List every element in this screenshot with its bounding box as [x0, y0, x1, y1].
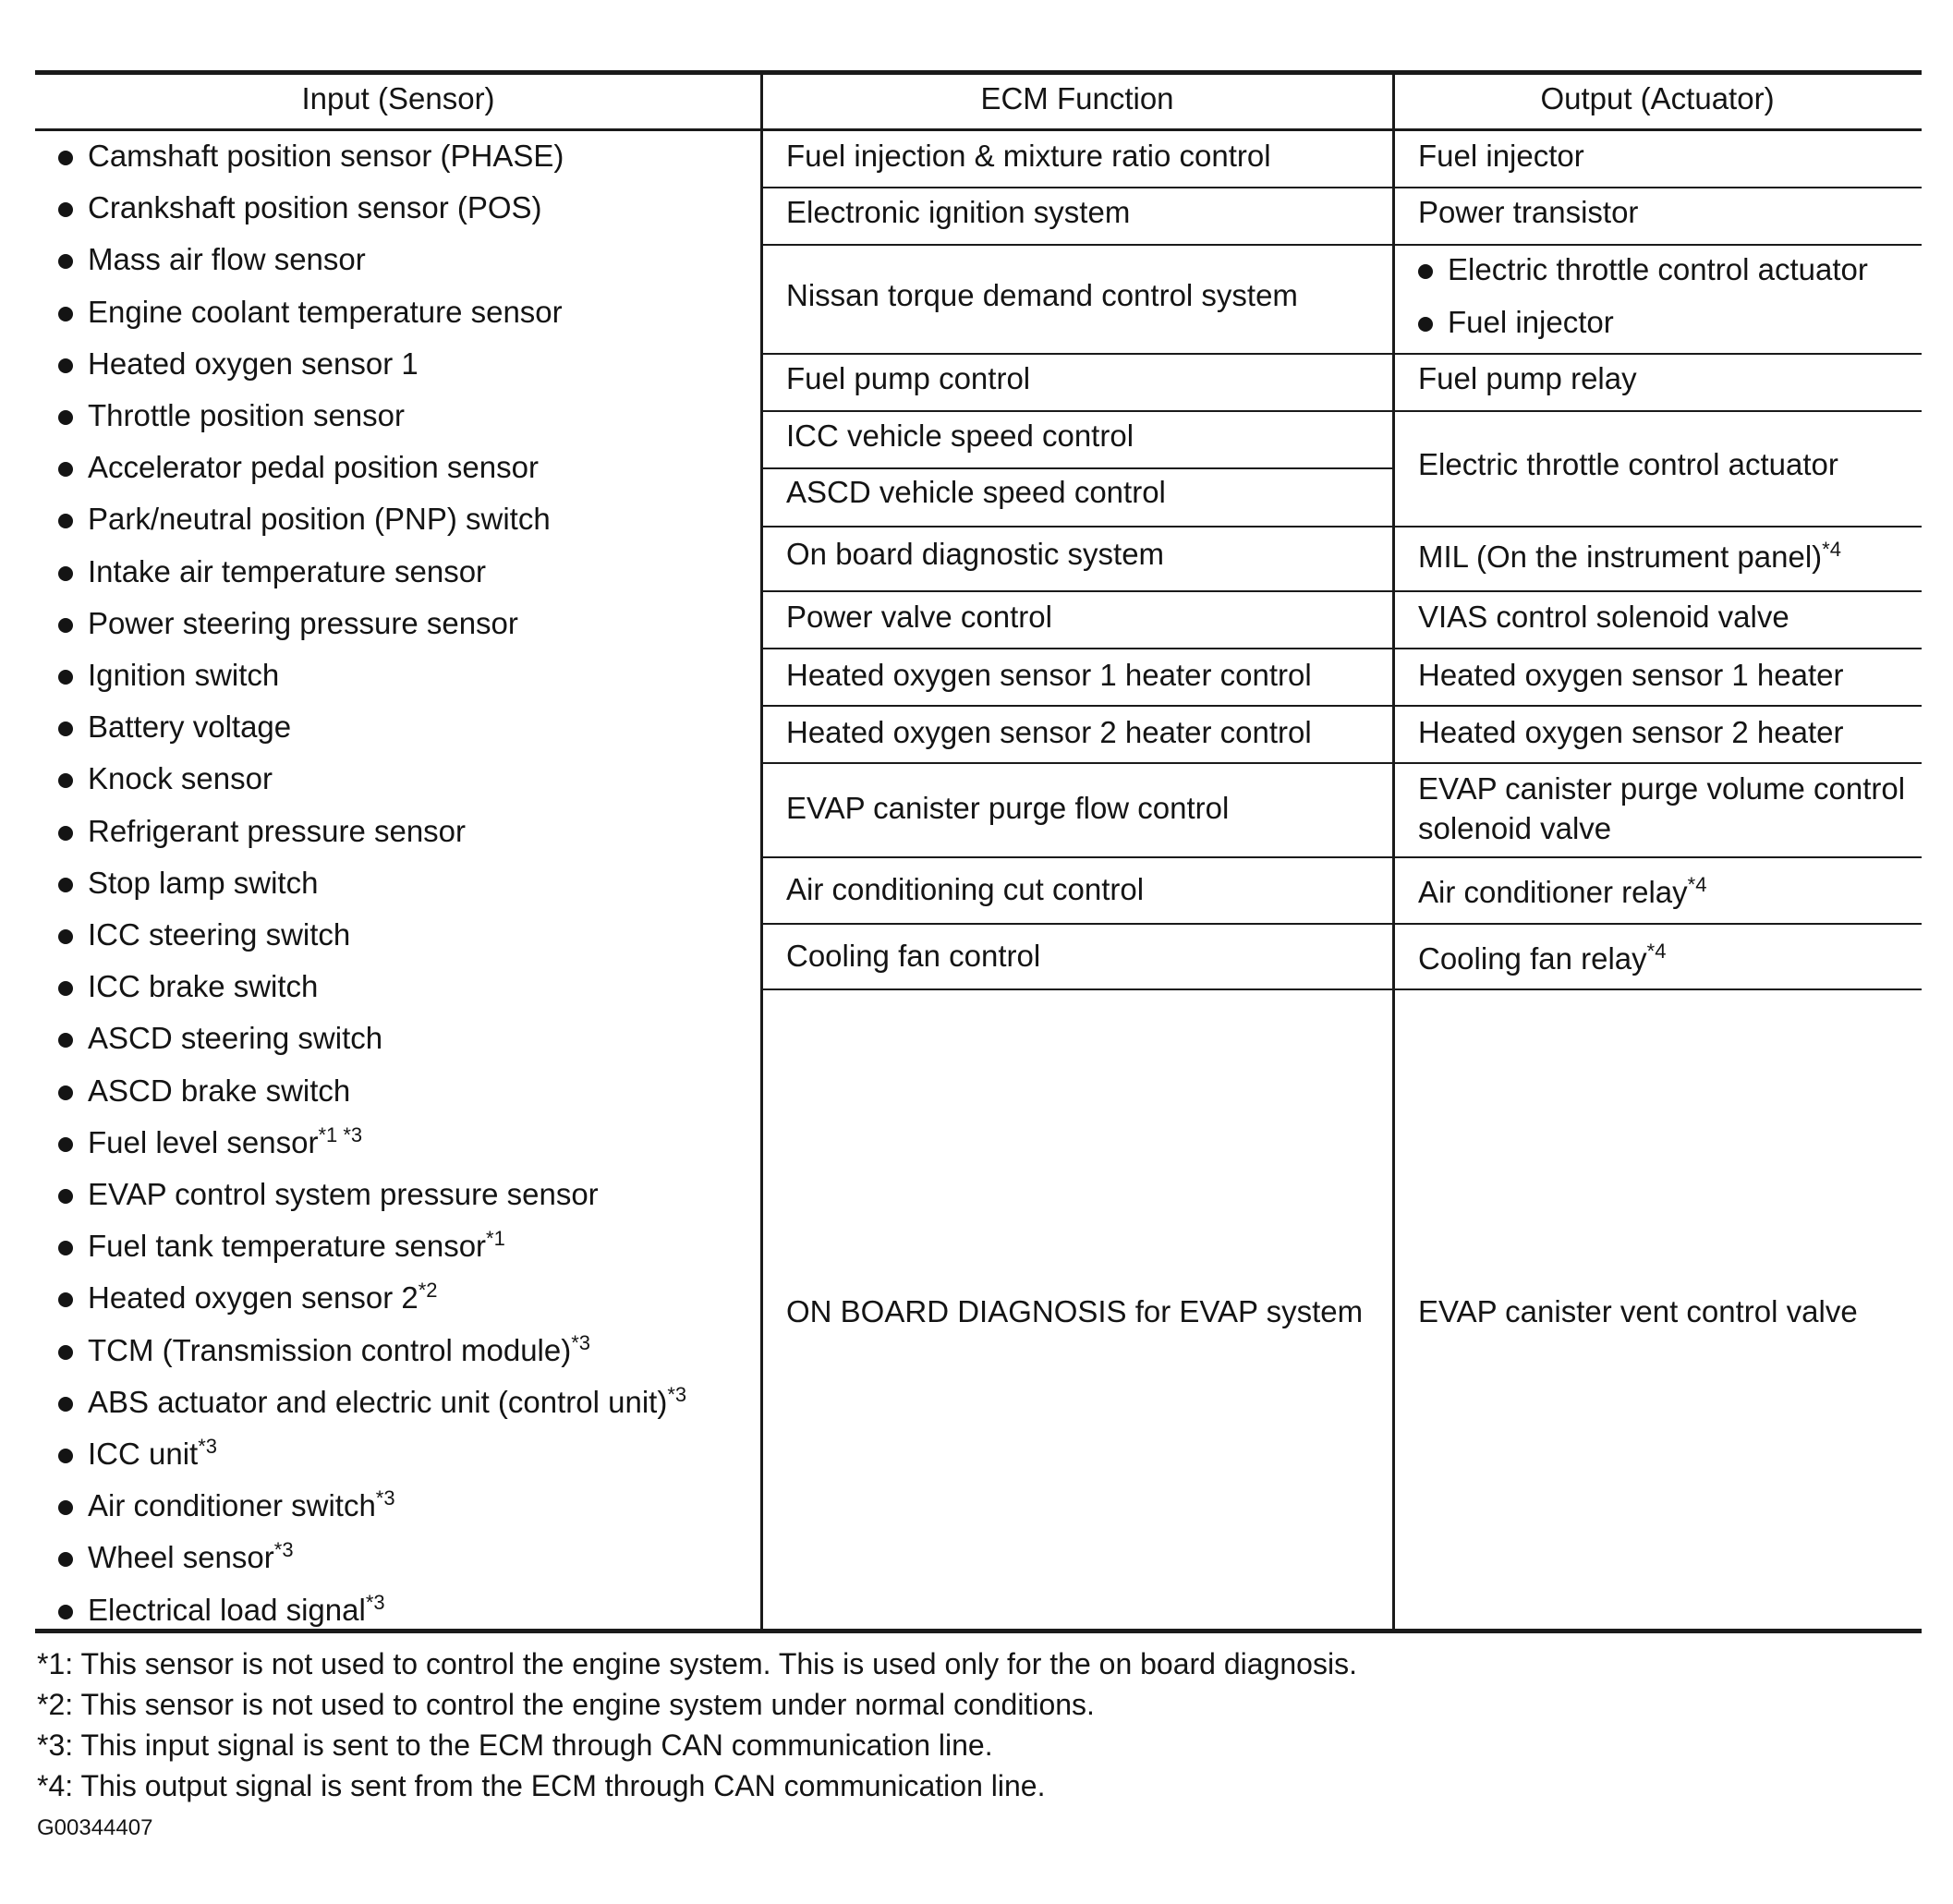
footnote-ref: *3	[198, 1435, 218, 1458]
input-item	[88, 449, 539, 486]
function-cell-text: Heated oxygen sensor 1 heater control	[786, 658, 1312, 692]
input-item	[88, 1124, 362, 1161]
function-row-rule	[761, 923, 1393, 926]
output-cell-text: EVAP canister vent control valve	[1418, 1294, 1858, 1328]
input-item-text: Wheel sensor	[88, 1540, 274, 1575]
input-item-text: ASCD brake switch	[88, 1073, 351, 1108]
output-cell	[1418, 194, 1638, 231]
output-cell	[1418, 446, 1838, 483]
input-item	[88, 760, 273, 797]
bullet-icon	[58, 773, 73, 788]
output-cell-text: Heated oxygen sensor 1 heater	[1418, 658, 1844, 692]
output-row-rule	[1393, 590, 1922, 593]
bullet-icon	[58, 410, 73, 425]
function-cell-text: Power valve control	[786, 600, 1052, 634]
input-item-text: Ignition switch	[88, 658, 280, 692]
function-cell-text: Electronic ignition system	[786, 195, 1131, 229]
output-cell	[1418, 360, 1637, 397]
function-cell-text: Cooling fan control	[786, 939, 1041, 973]
input-item	[88, 241, 366, 278]
output-item-text: Electric throttle control actuator	[1448, 252, 1868, 286]
output-row-rule	[1393, 762, 1922, 765]
function-cell	[786, 871, 1144, 908]
bullet-icon	[58, 1500, 73, 1515]
footnote-ref: *3	[571, 1330, 591, 1354]
output-cell	[1418, 138, 1584, 175]
column-header-1-text: Input (Sensor)	[301, 81, 495, 115]
figure-id: G00344407	[37, 1815, 153, 1840]
input-item-text: Electrical load signal	[88, 1592, 366, 1627]
function-cell-text: On board diagnostic system	[786, 537, 1165, 571]
input-item	[88, 1176, 599, 1213]
input-item	[88, 709, 291, 746]
output-cell-text: VIAS control solenoid valve	[1418, 600, 1789, 634]
input-item-text: Crankshaft position sensor (POS)	[88, 190, 542, 225]
input-item-text: Park/neutral position (PNP) switch	[88, 502, 551, 537]
bullet-icon	[58, 618, 73, 633]
bullet-icon	[58, 1552, 73, 1567]
input-item	[88, 294, 563, 331]
input-item-text: TCM (Transmission control module)	[88, 1332, 572, 1367]
output-row-rule	[1393, 244, 1922, 247]
input-item-text: Heated oxygen sensor 1	[88, 346, 418, 381]
output-cell-text: Power transistor	[1418, 195, 1639, 229]
input-item	[88, 1279, 438, 1316]
header-bottom-rule	[35, 128, 1922, 131]
footnote-ref: *4	[1646, 940, 1667, 963]
output-cell	[1418, 539, 1841, 576]
function-row-rule	[761, 467, 1393, 470]
bullet-icon	[58, 462, 73, 477]
function-cell-text: EVAP canister purge flow control	[786, 791, 1230, 825]
function-cell	[786, 418, 1134, 455]
input-item	[88, 605, 518, 642]
footnote-ref: *3	[273, 1538, 294, 1562]
function-cell	[786, 138, 1271, 175]
function-row-rule	[761, 856, 1393, 859]
output-cell	[1418, 599, 1789, 636]
input-item	[88, 813, 466, 850]
footnote-ref: *3	[375, 1486, 395, 1510]
input-item-text: Fuel tank temperature sensor	[88, 1229, 487, 1264]
input-item	[88, 1487, 395, 1524]
function-cell	[786, 790, 1229, 827]
function-row-rule	[761, 526, 1393, 528]
column-header-2	[980, 80, 1173, 117]
input-item-text: Heated oxygen sensor 2	[88, 1280, 418, 1316]
function-cell	[786, 277, 1298, 314]
input-item-text: Stop lamp switch	[88, 865, 319, 900]
column-header-3	[1540, 80, 1774, 117]
output-row-rule	[1393, 923, 1922, 926]
input-item-text: Air conditioner switch	[88, 1488, 376, 1523]
footnote-ref: *1	[486, 1227, 505, 1251]
bullet-icon	[58, 1189, 73, 1204]
input-item-text: Fuel level sensor	[88, 1124, 319, 1159]
function-row-rule	[761, 353, 1393, 356]
output-cell-text: EVAP canister purge volume control	[1418, 771, 1906, 806]
input-item	[88, 346, 418, 382]
output-cell-text: Air conditioner relay	[1418, 875, 1688, 909]
input-item-text: Battery voltage	[88, 709, 292, 745]
bullet-icon	[58, 929, 73, 944]
input-item	[88, 1436, 217, 1473]
function-cell-text: ICC vehicle speed control	[786, 418, 1134, 453]
output-cell-text: Heated oxygen sensor 2 heater	[1418, 715, 1844, 749]
input-item	[88, 189, 542, 226]
bullet-icon	[58, 878, 73, 892]
function-cell-text: Fuel injection & mixture ratio control	[786, 139, 1271, 173]
column-header-2-text: ECM Function	[980, 81, 1174, 115]
function-cell	[786, 1293, 1363, 1330]
function-cell	[786, 714, 1312, 751]
function-row-rule	[761, 762, 1393, 765]
function-row-rule	[761, 410, 1393, 413]
output-cell	[1418, 714, 1843, 751]
input-item	[88, 1384, 686, 1421]
output-cell-text: Fuel injector	[1418, 139, 1584, 173]
input-item	[88, 1228, 505, 1265]
function-cell	[786, 599, 1052, 636]
bullet-icon	[58, 670, 73, 685]
bullet-icon	[58, 1397, 73, 1412]
footnote-4: *4: This output signal is sent from the ECM through CAN communication line.	[37, 1769, 1046, 1802]
input-item	[88, 1020, 382, 1057]
output-cell-text: Electric throttle control actuator	[1418, 447, 1838, 481]
footnote-3: *3: This input signal is sent to the ECM through CAN communication line.	[37, 1728, 993, 1762]
footnote-2: *2: This sensor is not used to control the engine system under normal conditions.	[37, 1688, 1095, 1721]
input-item	[88, 397, 405, 434]
function-cell	[786, 474, 1166, 511]
bullet-icon	[58, 722, 73, 736]
function-row-rule	[761, 988, 1393, 991]
input-item	[88, 916, 350, 953]
table-bottom-rule	[35, 1629, 1922, 1633]
input-item	[88, 553, 486, 590]
function-row-rule	[761, 648, 1393, 650]
function-row-rule	[761, 244, 1393, 247]
function-cell-text: Air conditioning cut control	[786, 872, 1145, 906]
function-row-rule	[761, 187, 1393, 189]
bullet-icon	[58, 981, 73, 996]
table-top-rule	[35, 70, 1922, 75]
output-row-rule	[1393, 353, 1922, 356]
output-row-rule	[1393, 705, 1922, 708]
bullet-icon	[1418, 264, 1433, 279]
bullet-icon	[58, 566, 73, 581]
bullet-icon	[1418, 317, 1433, 332]
bullet-icon	[58, 1137, 73, 1152]
output-row-rule	[1393, 410, 1922, 413]
input-item-text: ICC steering switch	[88, 917, 351, 952]
input-item-text: Engine coolant temperature sensor	[88, 294, 563, 329]
function-cell	[786, 360, 1030, 397]
function-cell-text: Fuel pump control	[786, 361, 1031, 395]
input-item	[88, 657, 279, 694]
output-row-rule	[1393, 648, 1922, 650]
bullet-icon	[58, 151, 73, 165]
output-cell	[1418, 810, 1611, 847]
output-row-rule	[1393, 856, 1922, 859]
column-header-1	[301, 80, 494, 117]
function-cell-text: Nissan torque demand control system	[786, 278, 1298, 312]
bullet-icon	[58, 1241, 73, 1255]
function-cell-text: ASCD vehicle speed control	[786, 475, 1166, 509]
function-cell	[786, 536, 1164, 573]
bullet-icon	[58, 514, 73, 528]
column-divider-2	[1392, 72, 1395, 1631]
bullet-icon	[58, 307, 73, 321]
function-cell-text: Heated oxygen sensor 2 heater control	[786, 715, 1312, 749]
bullet-icon	[58, 358, 73, 373]
footnote-ref: *3	[365, 1590, 385, 1614]
column-divider-1	[760, 72, 763, 1631]
bullet-icon	[58, 254, 73, 269]
bullet-icon	[58, 1292, 73, 1307]
bullet-icon	[58, 1085, 73, 1100]
bullet-icon	[58, 826, 73, 841]
input-item	[88, 1592, 385, 1629]
output-cell	[1418, 1293, 1858, 1330]
output-cell	[1418, 940, 1666, 977]
input-item	[88, 1539, 294, 1576]
output-item	[1448, 304, 1614, 341]
output-cell	[1418, 874, 1706, 911]
input-item-text: Throttle position sensor	[88, 398, 406, 432]
bullet-icon	[58, 1345, 73, 1360]
input-item-text: Intake air temperature sensor	[88, 553, 487, 588]
output-cell	[1418, 657, 1843, 694]
bullet-icon	[58, 1605, 73, 1619]
output-row-rule	[1393, 988, 1922, 991]
output-item-text: Fuel injector	[1448, 305, 1614, 339]
footnote-ref: *3	[667, 1382, 687, 1406]
output-cell-text: Fuel pump relay	[1418, 361, 1637, 395]
output-item	[1448, 251, 1868, 288]
input-item	[88, 1332, 590, 1369]
input-item	[88, 138, 564, 175]
input-item-text: Accelerator pedal position sensor	[88, 450, 539, 485]
bullet-icon	[58, 1449, 73, 1463]
column-header-3-text: Output (Actuator)	[1540, 81, 1775, 115]
input-item-text: ICC brake switch	[88, 969, 319, 1004]
footnote-ref: *1 *3	[318, 1122, 363, 1146]
input-item-text: Power steering pressure sensor	[88, 605, 518, 640]
function-cell	[786, 194, 1130, 231]
footnote-1: *1: This sensor is not used to control the engine system. This is used only for the on board diagnosis.	[37, 1647, 1357, 1680]
footnote-ref: *2	[418, 1279, 438, 1303]
function-row-rule	[761, 705, 1393, 708]
footnote-ref: *4	[1687, 873, 1707, 896]
function-cell	[786, 657, 1312, 694]
input-item	[88, 501, 551, 538]
output-cell-text: MIL (On the instrument panel)	[1418, 540, 1823, 574]
input-item-text: Knock sensor	[88, 761, 273, 796]
input-item	[88, 865, 318, 902]
input-item-text: Refrigerant pressure sensor	[88, 813, 467, 848]
output-cell-text: solenoid valve	[1418, 811, 1612, 845]
input-item-text: Camshaft position sensor (PHASE)	[88, 139, 564, 173]
bullet-icon	[58, 1033, 73, 1048]
input-item-text: Mass air flow sensor	[88, 242, 366, 277]
function-row-rule	[761, 590, 1393, 593]
output-row-rule	[1393, 187, 1922, 189]
function-cell-text: ON BOARD DIAGNOSIS for EVAP system	[786, 1294, 1364, 1328]
input-item-text: ICC unit	[88, 1437, 199, 1471]
input-item	[88, 968, 318, 1005]
bullet-icon	[58, 202, 73, 217]
output-cell	[1418, 770, 1905, 807]
input-item-text: ABS actuator and electric unit (control unit)	[88, 1384, 668, 1419]
footnote-ref: *4	[1822, 538, 1841, 561]
input-item-text: EVAP control system pressure sensor	[88, 1177, 599, 1211]
function-cell	[786, 938, 1040, 975]
output-cell-text: Cooling fan relay	[1418, 941, 1647, 976]
input-item-text: ASCD steering switch	[88, 1021, 383, 1056]
output-row-rule	[1393, 526, 1922, 528]
input-item	[88, 1073, 350, 1110]
